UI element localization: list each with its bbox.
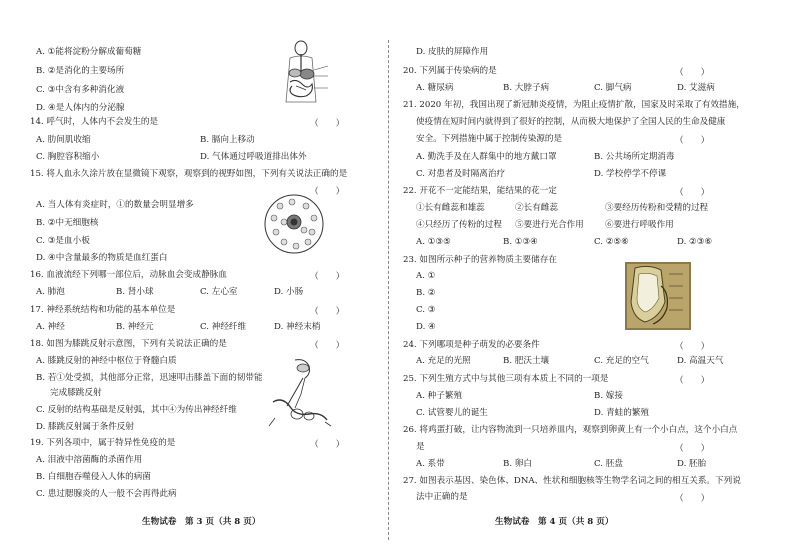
q23-stem: 23. 如图所示种子的营养物质主要储存在: [403, 255, 557, 265]
q15-option-c: C. ③是血小板: [36, 236, 90, 246]
q20-option-a: A. 糖尿病: [416, 83, 454, 93]
q17-option-c: C. 神经纤维: [200, 322, 247, 332]
q17-stem: 17. 神经系统结构和功能的基本单位是: [30, 305, 176, 315]
q16-option-c: C. 左心室: [200, 287, 238, 297]
q14-stem: 14. 呼气时，人体内不会发生的是: [30, 117, 159, 127]
q16-stem: 16. 血液流经下列哪一部位后，动脉血会变成静脉血: [30, 270, 227, 280]
q25-option-c: C. 试管婴儿的诞生: [416, 408, 488, 418]
q18-option-a: A. 膝跳反射的神经中枢位于脊髓白质: [36, 356, 177, 366]
q16-option-b: B. 肾小球: [116, 287, 154, 297]
q25-stem: 25. 下列生殖方式中与其他三项有本质上不同的一项是: [403, 374, 609, 384]
page-footer: 生物试卷 第 4 页（共 8 页）: [495, 517, 614, 527]
q27-stem-cont: 法中正确的是: [416, 492, 468, 502]
blood-smear-figure: [262, 192, 326, 256]
q16-option-d: D. 小肠: [274, 287, 304, 297]
q23-option-d: D. ④: [416, 322, 436, 332]
q26-option-c: C. 胚盘: [594, 459, 623, 469]
q22-item-6: ⑥要进行呼吸作用: [605, 220, 674, 230]
q21-stem-1: 21. 2020 年初，我国出现了新冠肺炎疫情，为阻止疫情扩散，国家及时采取了有效措施，: [403, 100, 745, 110]
q13-option-c: C. ③中含有多种消化液: [36, 85, 125, 95]
q21-option-d: D. 学校停学不停课: [594, 169, 667, 179]
q22-option-b: B. ①③④: [503, 237, 538, 247]
q24-option-a: A. 充足的光照: [416, 356, 471, 366]
q22-item-5: ⑤要进行光合作用: [515, 220, 584, 230]
page-footer: 生物试卷 第 3 页（共 8 页）: [142, 517, 261, 527]
q26-option-b: B. 卵白: [503, 459, 532, 469]
q21-option-c: C. 对患者及时隔离治疗: [416, 169, 506, 179]
q17-option-d: D. 神经末梢: [274, 322, 321, 332]
q21-option-a: A. 勤洗手及在人群集中的地方戴口罩: [416, 152, 557, 162]
q17-answer-blank[interactable]: （ ）: [310, 307, 345, 317]
q17-option-a: A. 神经: [36, 322, 65, 332]
digestive-system-figure: [270, 40, 332, 110]
corn-seed-figure: [625, 262, 691, 330]
q14-option-b: B. 膈向上移动: [200, 135, 255, 145]
q20-option-b: B. 大脖子病: [503, 83, 550, 93]
q27-answer-blank[interactable]: （ ）: [675, 494, 710, 504]
q19-option-a: A. 泪液中溶菌酶的杀菌作用: [36, 455, 143, 465]
q19-option-d: D. 皮肤的屏障作用: [416, 47, 489, 57]
q26-stem: 26. 将鸡蛋打破，让内容物流到一只培养皿内，观察到卵黄上有一个小白点，这个小白点: [403, 425, 738, 435]
q21-stem-2: 使疫情在短时间内就得到了很好的控制，从而极大地保护了全国人民的生命及健康: [416, 117, 726, 127]
right-page: [395, 0, 794, 560]
q23-option-c: C. ③: [416, 305, 436, 315]
q22-stem: 22. 开花不一定能结果，能结果的花一定: [403, 186, 557, 196]
left-page: [0, 0, 385, 560]
q24-option-c: C. 充足的空气: [594, 356, 649, 366]
q22-item-4: ④只经历了传粉的过程: [416, 220, 502, 230]
q24-option-d: D. 高温天气: [677, 356, 724, 366]
q18-option-c: C. 反射的结构基础是反射弧，其中④为传出神经纤维: [36, 405, 237, 415]
q19-answer-blank[interactable]: （ ）: [310, 440, 345, 450]
q22-answer-blank[interactable]: （ ）: [675, 188, 710, 198]
q18-option-b-cont: 完成膝跳反射: [50, 388, 102, 398]
q17-option-b: B. 神经元: [116, 322, 154, 332]
q22-item-1: ①长有雌蕊和雄蕊: [416, 203, 485, 213]
q13-option-d: D. ④是人体内的分泌腺: [36, 103, 125, 113]
q24-option-b: B. 肥沃土壤: [503, 356, 550, 366]
q27-stem: 27. 如图表示基因、染色体、DNA、性状和细胞核等生物学名词之间的相互关系。下列说: [403, 476, 741, 486]
q21-stem-3: 安全。下列措施中属于控制传染源的是: [416, 134, 563, 144]
q26-option-a: A. 系带: [416, 459, 445, 469]
q14-answer-blank[interactable]: （ ）: [310, 119, 345, 129]
q18-answer-blank[interactable]: （ ）: [310, 341, 345, 351]
q20-option-c: C. 脚气病: [594, 83, 632, 93]
q14-option-a: A. 肋间肌收缩: [36, 135, 91, 145]
page-divider: [388, 40, 389, 540]
q22-option-d: D. ②③⑥: [677, 237, 713, 247]
q22-item-2: ②长有雌蕊: [515, 203, 558, 213]
q24-stem: 24. 下列哪项是种子萌发的必要条件: [403, 340, 540, 350]
q20-answer-blank[interactable]: （ ）: [675, 68, 710, 78]
q16-answer-blank[interactable]: （ ）: [310, 272, 345, 282]
q15-option-b: B. ②中无细胞核: [36, 218, 99, 228]
q25-answer-blank[interactable]: （ ）: [675, 376, 710, 386]
q15-answer-blank[interactable]: （ ）: [310, 187, 345, 197]
q13-option-a: A. ①能将淀粉分解成葡萄糖: [36, 47, 142, 57]
q20-option-d: D. 艾滋病: [677, 83, 715, 93]
q25-option-a: A. 种子繁殖: [416, 391, 463, 401]
q25-option-b: B. 嫁接: [594, 391, 623, 401]
q25-option-d: D. 青蛙的繁殖: [594, 408, 650, 418]
q19-option-b: B. 白细胞吞噬侵入人体的病菌: [36, 472, 151, 482]
q14-option-d: D. 气体通过呼吸道排出体外: [200, 152, 307, 162]
q15-option-d: D. ④中含量最多的物质是血红蛋白: [36, 253, 168, 263]
q13-option-b: B. ②是消化的主要场所: [36, 66, 125, 76]
q16-option-a: A. 肺泡: [36, 287, 65, 297]
q22-option-a: A. ①③⑤: [416, 237, 451, 247]
knee-jerk-reflex-figure: [265, 356, 335, 428]
q26-option-d: D. 胚胎: [677, 459, 707, 469]
q23-option-a: A. ①: [416, 271, 436, 281]
q19-option-c: C. 患过腮腺炎的人一般不会再得此病: [36, 489, 177, 499]
q14-option-c: C. 胸腔容积缩小: [36, 152, 100, 162]
q26-stem-cont: 是: [416, 442, 425, 452]
q22-item-3: ③要经历传粉和受精的过程: [605, 203, 709, 213]
q23-option-b: B. ②: [416, 288, 436, 298]
q22-option-c: C. ②⑤⑥: [594, 237, 629, 247]
q21-answer-blank[interactable]: （ ）: [675, 136, 710, 146]
q19-stem: 19. 下列各项中，属于特异性免疫的是: [30, 438, 176, 448]
q18-option-d: D. 膝跳反射属于条件反射: [36, 422, 134, 432]
q24-answer-blank[interactable]: （ ）: [675, 342, 710, 352]
q21-option-b: B. 公共场所定期消毒: [594, 152, 675, 162]
q15-stem: 15. 将人血永久涂片放在显微镜下观察，观察到的视野如图，下列有关说法正确的是: [30, 169, 348, 179]
q26-answer-blank[interactable]: （ ）: [675, 444, 710, 454]
q18-stem: 18. 如图为膝跳反射示意图，下列有关说法正确的是: [30, 339, 227, 349]
q20-stem: 20. 下列属于传染病的是: [403, 66, 497, 76]
q15-option-a: A. 当人体有炎症时，①的数量会明显增多: [36, 200, 194, 210]
q18-option-b: B. 若①处受损，其他部分正常，迅速叩击膝盖下面的韧带能: [36, 373, 263, 383]
